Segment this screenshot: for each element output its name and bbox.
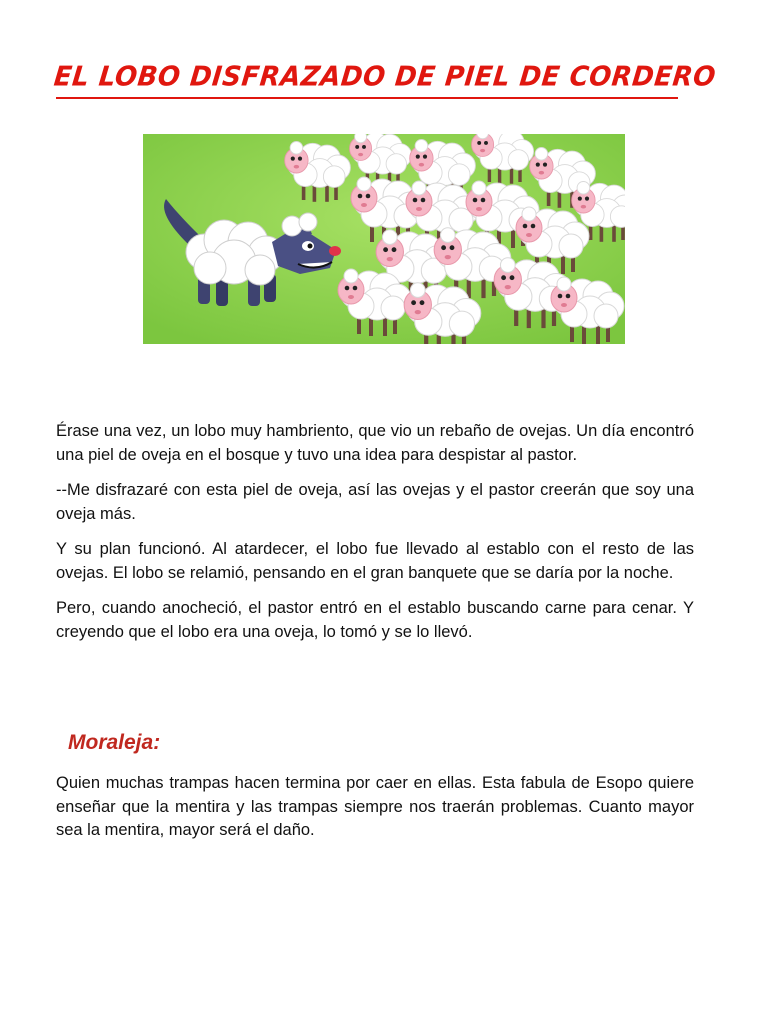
story-paragraph-4: Pero, cuando anocheció, el pastor entró en el establo buscando carne para cenar. Y creyendo que el lobo era una oveja, lo tomó y se lo llevó. (56, 599, 694, 641)
page-title: EL LOBO DISFRAZADO DE PIEL DE CORDERO (52, 61, 718, 93)
title-underline (56, 97, 678, 99)
wolf-in-sheep-clothing-illustration (143, 134, 625, 344)
story-text (56, 420, 694, 656)
moral-heading: Moraleja: (68, 731, 161, 754)
story-paragraph-3: Y su plan funcionó. Al atardecer, el lobo fue llevado al establo con el resto de las ovejas. El lobo se relamió, pensando en el gran banquete que se daría por la noche. (56, 540, 694, 582)
moral-text: Quien muchas trampas hacen termina por caer en ellas. Esta fabula de Esopo quiere enseñar que la mentira y las trampas siempre nos traerán problemas. Cuanto mayor sea la mentira, mayor será el daño. (56, 774, 694, 839)
story-paragraph-1: Érase una vez, un lobo muy hambriento, que vio un rebaño de ovejas. Un día encontró una piel de oveja en el bosque y tuvo una idea para despistar al pastor. (56, 422, 694, 464)
story-paragraph-2: --Me disfrazaré con esta piel de oveja, así las ovejas y el pastor creerán que soy una oveja más. (56, 481, 694, 523)
